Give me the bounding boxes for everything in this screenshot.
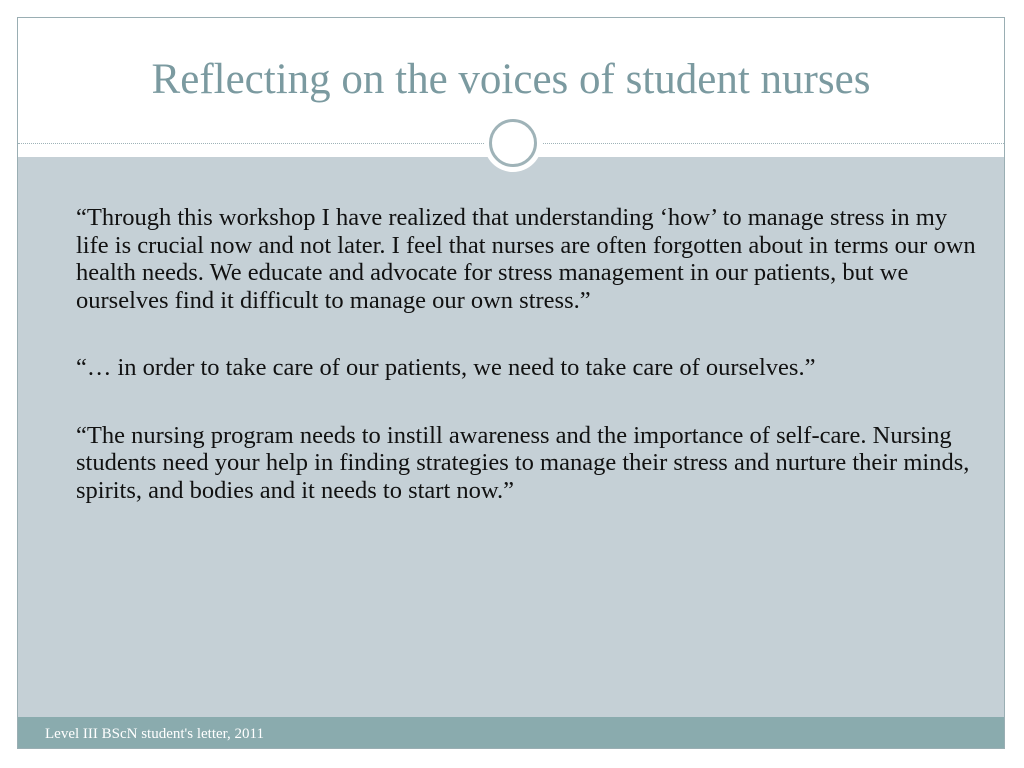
- ornament-ring: [489, 119, 537, 167]
- footer-bar: [18, 717, 1004, 749]
- quote-3: “The nursing program needs to instill awareness and the importance of self-care. Nursing students need your help in finding strategies to manage their stress and nurture their minds, spirits, and bodies and it needs to start now.”: [76, 421, 970, 504]
- circle-ring-icon: [484, 114, 542, 172]
- slide: [17, 17, 1005, 749]
- quote-2: “… in order to take care of our patients, we need to take care of ourselves.”: [76, 354, 816, 381]
- slide-title: Reflecting on the voices of student nurses: [151, 56, 871, 103]
- quote-1: “Through this workshop I have realized that understanding ‘how’ to manage stress in my life is crucial now and not later. I feel that nurses are often forgotten about in terms our own health needs. We educate and advocate for stress management in our patients, but we ourselves find it difficult to manage our own stress.”: [76, 204, 976, 314]
- footer-text: Level III BScN student's letter, 2011: [45, 726, 264, 742]
- quote-list: [76, 204, 976, 544]
